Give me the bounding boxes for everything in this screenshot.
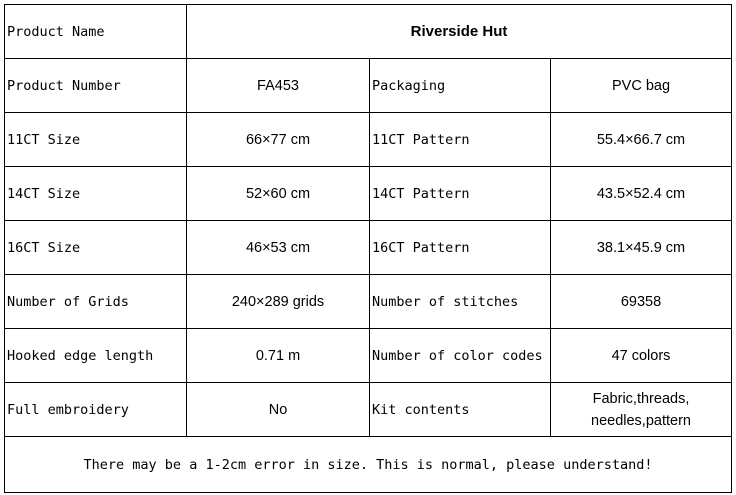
product-name-value: Riverside Hut	[187, 5, 732, 59]
spec-label: Number of Grids	[5, 275, 187, 329]
spec-value: 46×53 cm	[187, 221, 370, 275]
spec-label: 14CT Size	[5, 167, 187, 221]
full-embroidery-label: Full embroidery	[5, 383, 187, 437]
spec-table	[4, 4, 732, 493]
product-number-value: FA453	[187, 59, 370, 113]
row-edge-length	[5, 329, 732, 383]
product-number-label: Product Number	[5, 59, 187, 113]
row-product-name	[5, 5, 732, 59]
row-product-number	[5, 59, 732, 113]
spec-label: 14CT Pattern	[370, 167, 551, 221]
kit-contents-value	[551, 383, 732, 437]
spec-value: 43.5×52.4 cm	[551, 167, 732, 221]
kit-contents-line: Fabric,threads,	[592, 390, 690, 407]
packaging-label: Packaging	[370, 59, 551, 113]
row-11ct	[5, 113, 732, 167]
spec-label: 11CT Size	[5, 113, 187, 167]
product-name-label: Product Name	[5, 5, 187, 59]
spec-label: Number of stitches	[370, 275, 551, 329]
kit-contents-label: Kit contents	[370, 383, 551, 437]
kit-contents-line: needles,pattern	[591, 412, 691, 429]
row-16ct	[5, 221, 732, 275]
spec-label: 16CT Size	[5, 221, 187, 275]
spec-label: Hooked edge length	[5, 329, 187, 383]
full-embroidery-value: No	[187, 383, 370, 437]
spec-value: 69358	[551, 275, 732, 329]
size-error-note: There may be a 1-2cm error in size. This is normal, please understand!	[5, 437, 732, 493]
spec-label: 11CT Pattern	[370, 113, 551, 167]
row-footer-note	[5, 437, 732, 493]
row-14ct	[5, 167, 732, 221]
spec-value: 240×289 grids	[187, 275, 370, 329]
spec-label: Number of color codes	[370, 329, 551, 383]
spec-value: 52×60 cm	[187, 167, 370, 221]
spec-value: 55.4×66.7 cm	[551, 113, 732, 167]
row-grids	[5, 275, 732, 329]
spec-value: 38.1×45.9 cm	[551, 221, 732, 275]
spec-value: 0.71 m	[187, 329, 370, 383]
row-embroidery	[5, 383, 732, 437]
spec-label: 16CT Pattern	[370, 221, 551, 275]
spec-value: 47 colors	[551, 329, 732, 383]
packaging-value: PVC bag	[551, 59, 732, 113]
spec-value: 66×77 cm	[187, 113, 370, 167]
